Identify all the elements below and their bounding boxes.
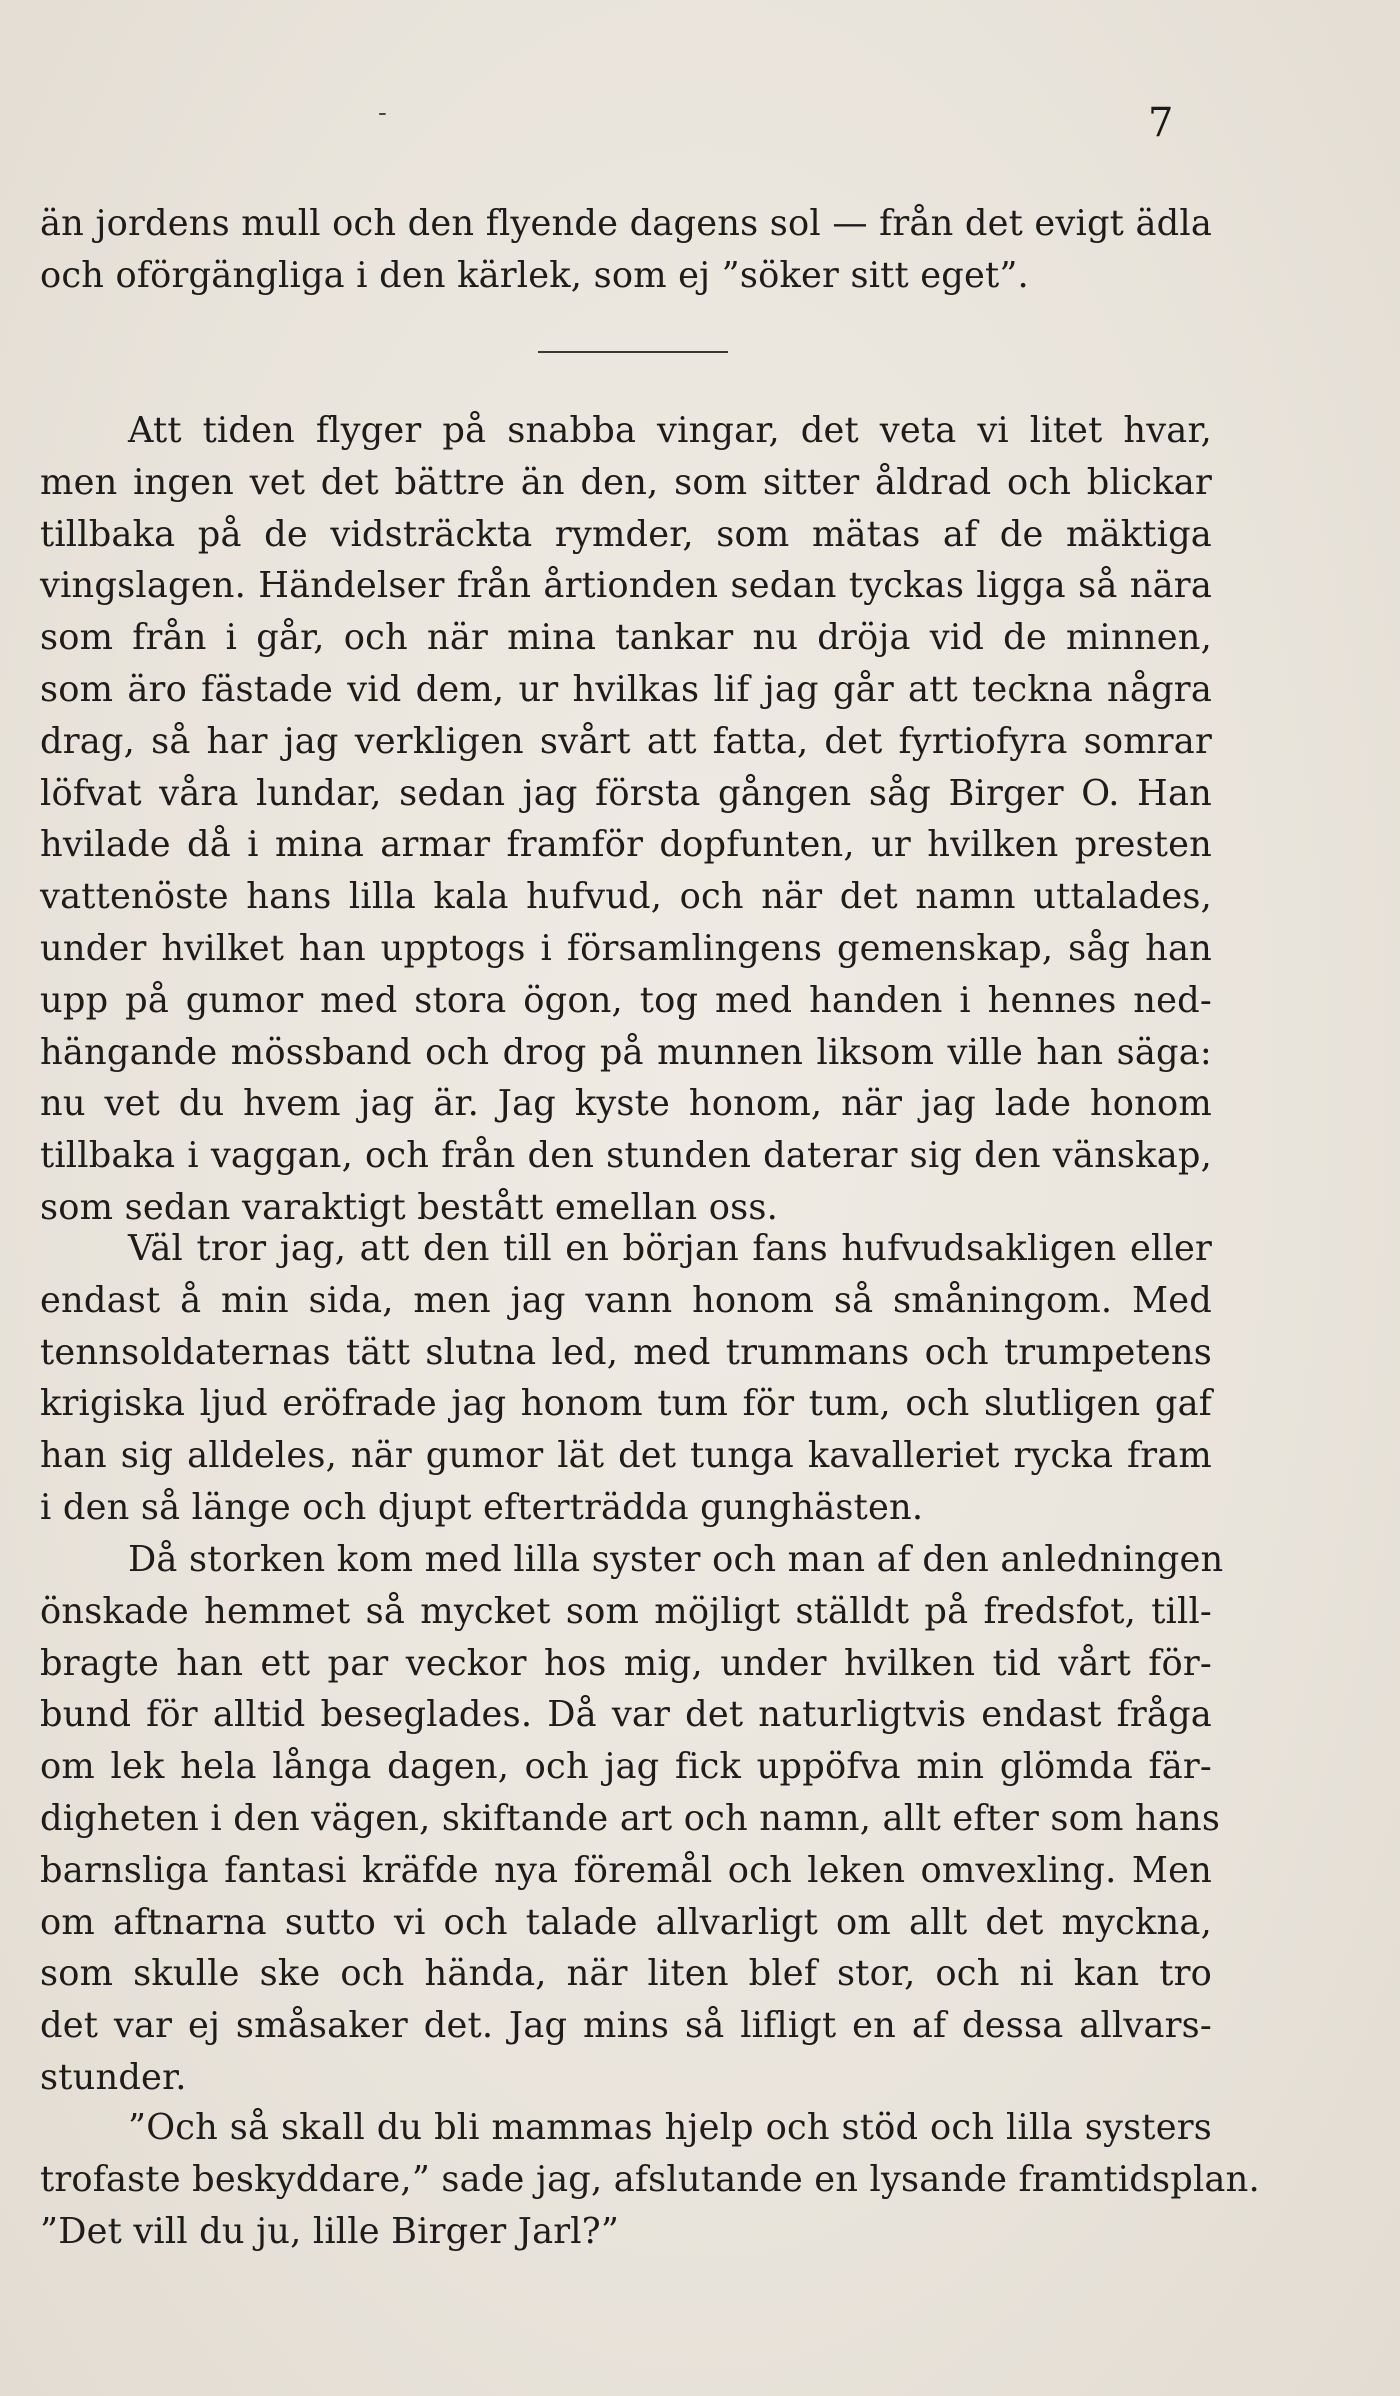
paragraph-1 <box>40 198 1212 302</box>
text-line: hvilade då i mina armar framför dopfunten, ur hvilken presten <box>40 824 1212 866</box>
text-line: Att tiden flyger på snabba vingar, det veta vi litet hvar, <box>128 410 1212 451</box>
text-line: trofaste beskyddare,” sade jag, afslutande en lysande framtidsplan. <box>40 2158 1260 2200</box>
text-line: vingslagen. Händelser från årtionden sedan tyckas ligga så nära <box>40 565 1212 607</box>
text-line: bund för alltid beseglades. Då var det naturligtvis endast fråga <box>40 1694 1212 1736</box>
text-line: hängande mössband och drog på munnen liksom ville han säga: <box>40 1031 1212 1073</box>
text-line: i den så länge och djupt efterträdda gunghästen. <box>40 1486 924 1528</box>
paragraph-3 <box>40 1223 1212 1534</box>
text-line: löfvat våra lundar, sedan jag första gången såg Birger O. Han <box>40 772 1212 814</box>
text-line: Då storken kom med lilla syster och man af den anledningen <box>128 1539 1224 1580</box>
text-line: vattenöste hans lilla kala hufvud, och när det namn uttalades, <box>40 876 1212 918</box>
text-line: som äro fästade vid dem, ur hvilkas lif jag går att teckna några <box>40 668 1212 710</box>
text-line: det var ej småsaker det. Jag mins så lifligt en af dessa allvars- <box>40 2005 1212 2047</box>
header-mark: - <box>378 98 387 128</box>
text-line: och oförgängliga i den kärlek, som ej ”söker sitt eget”. <box>40 254 1029 296</box>
text-line: som sedan varaktigt bestått emellan oss. <box>40 1186 779 1228</box>
text-line: tillbaka på de vidsträckta rymder, som mätas af de mäktiga <box>40 513 1212 555</box>
text-line: om aftnarna sutto vi och talade allvarligt om allt det myckna, <box>40 1901 1212 1943</box>
text-line: barnsliga fantasi kräfde nya föremål och leken omvexling. Men <box>40 1849 1212 1891</box>
text-line: digheten i den vägen, skiftande art och namn, allt efter som hans <box>40 1797 1221 1839</box>
text-line: tennsoldaternas tätt slutna led, med trummans och trumpetens <box>40 1331 1212 1373</box>
text-line: som skulle ske och hända, när liten blef stor, och ni kan tro <box>40 1953 1212 1995</box>
paragraph-2 <box>40 405 1212 1234</box>
text-line: drag, så har jag verkligen svårt att fatta, det fyrtiofyra somrar <box>40 720 1212 762</box>
text-line: tillbaka i vaggan, och från den stunden daterar sig den vänskap, <box>40 1135 1212 1177</box>
text-line: ”Det vill du ju, lille Birger Jarl?” <box>40 2210 620 2252</box>
text-line: endast å min sida, men jag vann honom så småningom. Med <box>40 1279 1212 1321</box>
text-line: bragte han ett par veckor hos mig, under hvilken tid vårt för- <box>40 1642 1212 1684</box>
text-line: krigiska ljud eröfrade jag honom tum för tum, och slutligen gaf <box>40 1383 1212 1425</box>
text-line: han sig alldeles, när gumor lät det tunga kavalleriet rycka fram <box>40 1435 1212 1477</box>
text-line: under hvilket han upptogs i församlingens gemenskap, såg han <box>40 927 1212 969</box>
text-line: nu vet du hvem jag är. Jag kyste honom, när jag lade honom <box>40 1083 1212 1125</box>
text-line: om lek hela långa dagen, och jag fick uppöfva min glömda fär- <box>40 1746 1212 1788</box>
text-line: önskade hemmet så mycket som möjligt ställdt på fredsfot, till- <box>40 1590 1212 1632</box>
text-line: som från i går, och när mina tankar nu dröja vid de minnen, <box>40 617 1212 659</box>
paragraph-4 <box>40 1534 1224 2104</box>
section-divider <box>538 351 728 353</box>
text-line: upp på gumor med stora ögon, tog med handen i hennes ned- <box>40 979 1212 1021</box>
text-line: ”Och så skall du bli mammas hjelp och stöd och lilla systers <box>128 2107 1212 2148</box>
text-line: men ingen vet det bättre än den, som sitter åldrad och blickar <box>40 461 1212 503</box>
paragraph-5 <box>40 2102 1260 2257</box>
text-line: än jordens mull och den flyende dagens sol — från det evigt ädla <box>40 203 1212 244</box>
text-line: stunder. <box>40 2056 187 2098</box>
text-line: Väl tror jag, att den till en början fans hufvudsakligen eller <box>128 1228 1212 1269</box>
page-number: 7 <box>1148 100 1174 146</box>
